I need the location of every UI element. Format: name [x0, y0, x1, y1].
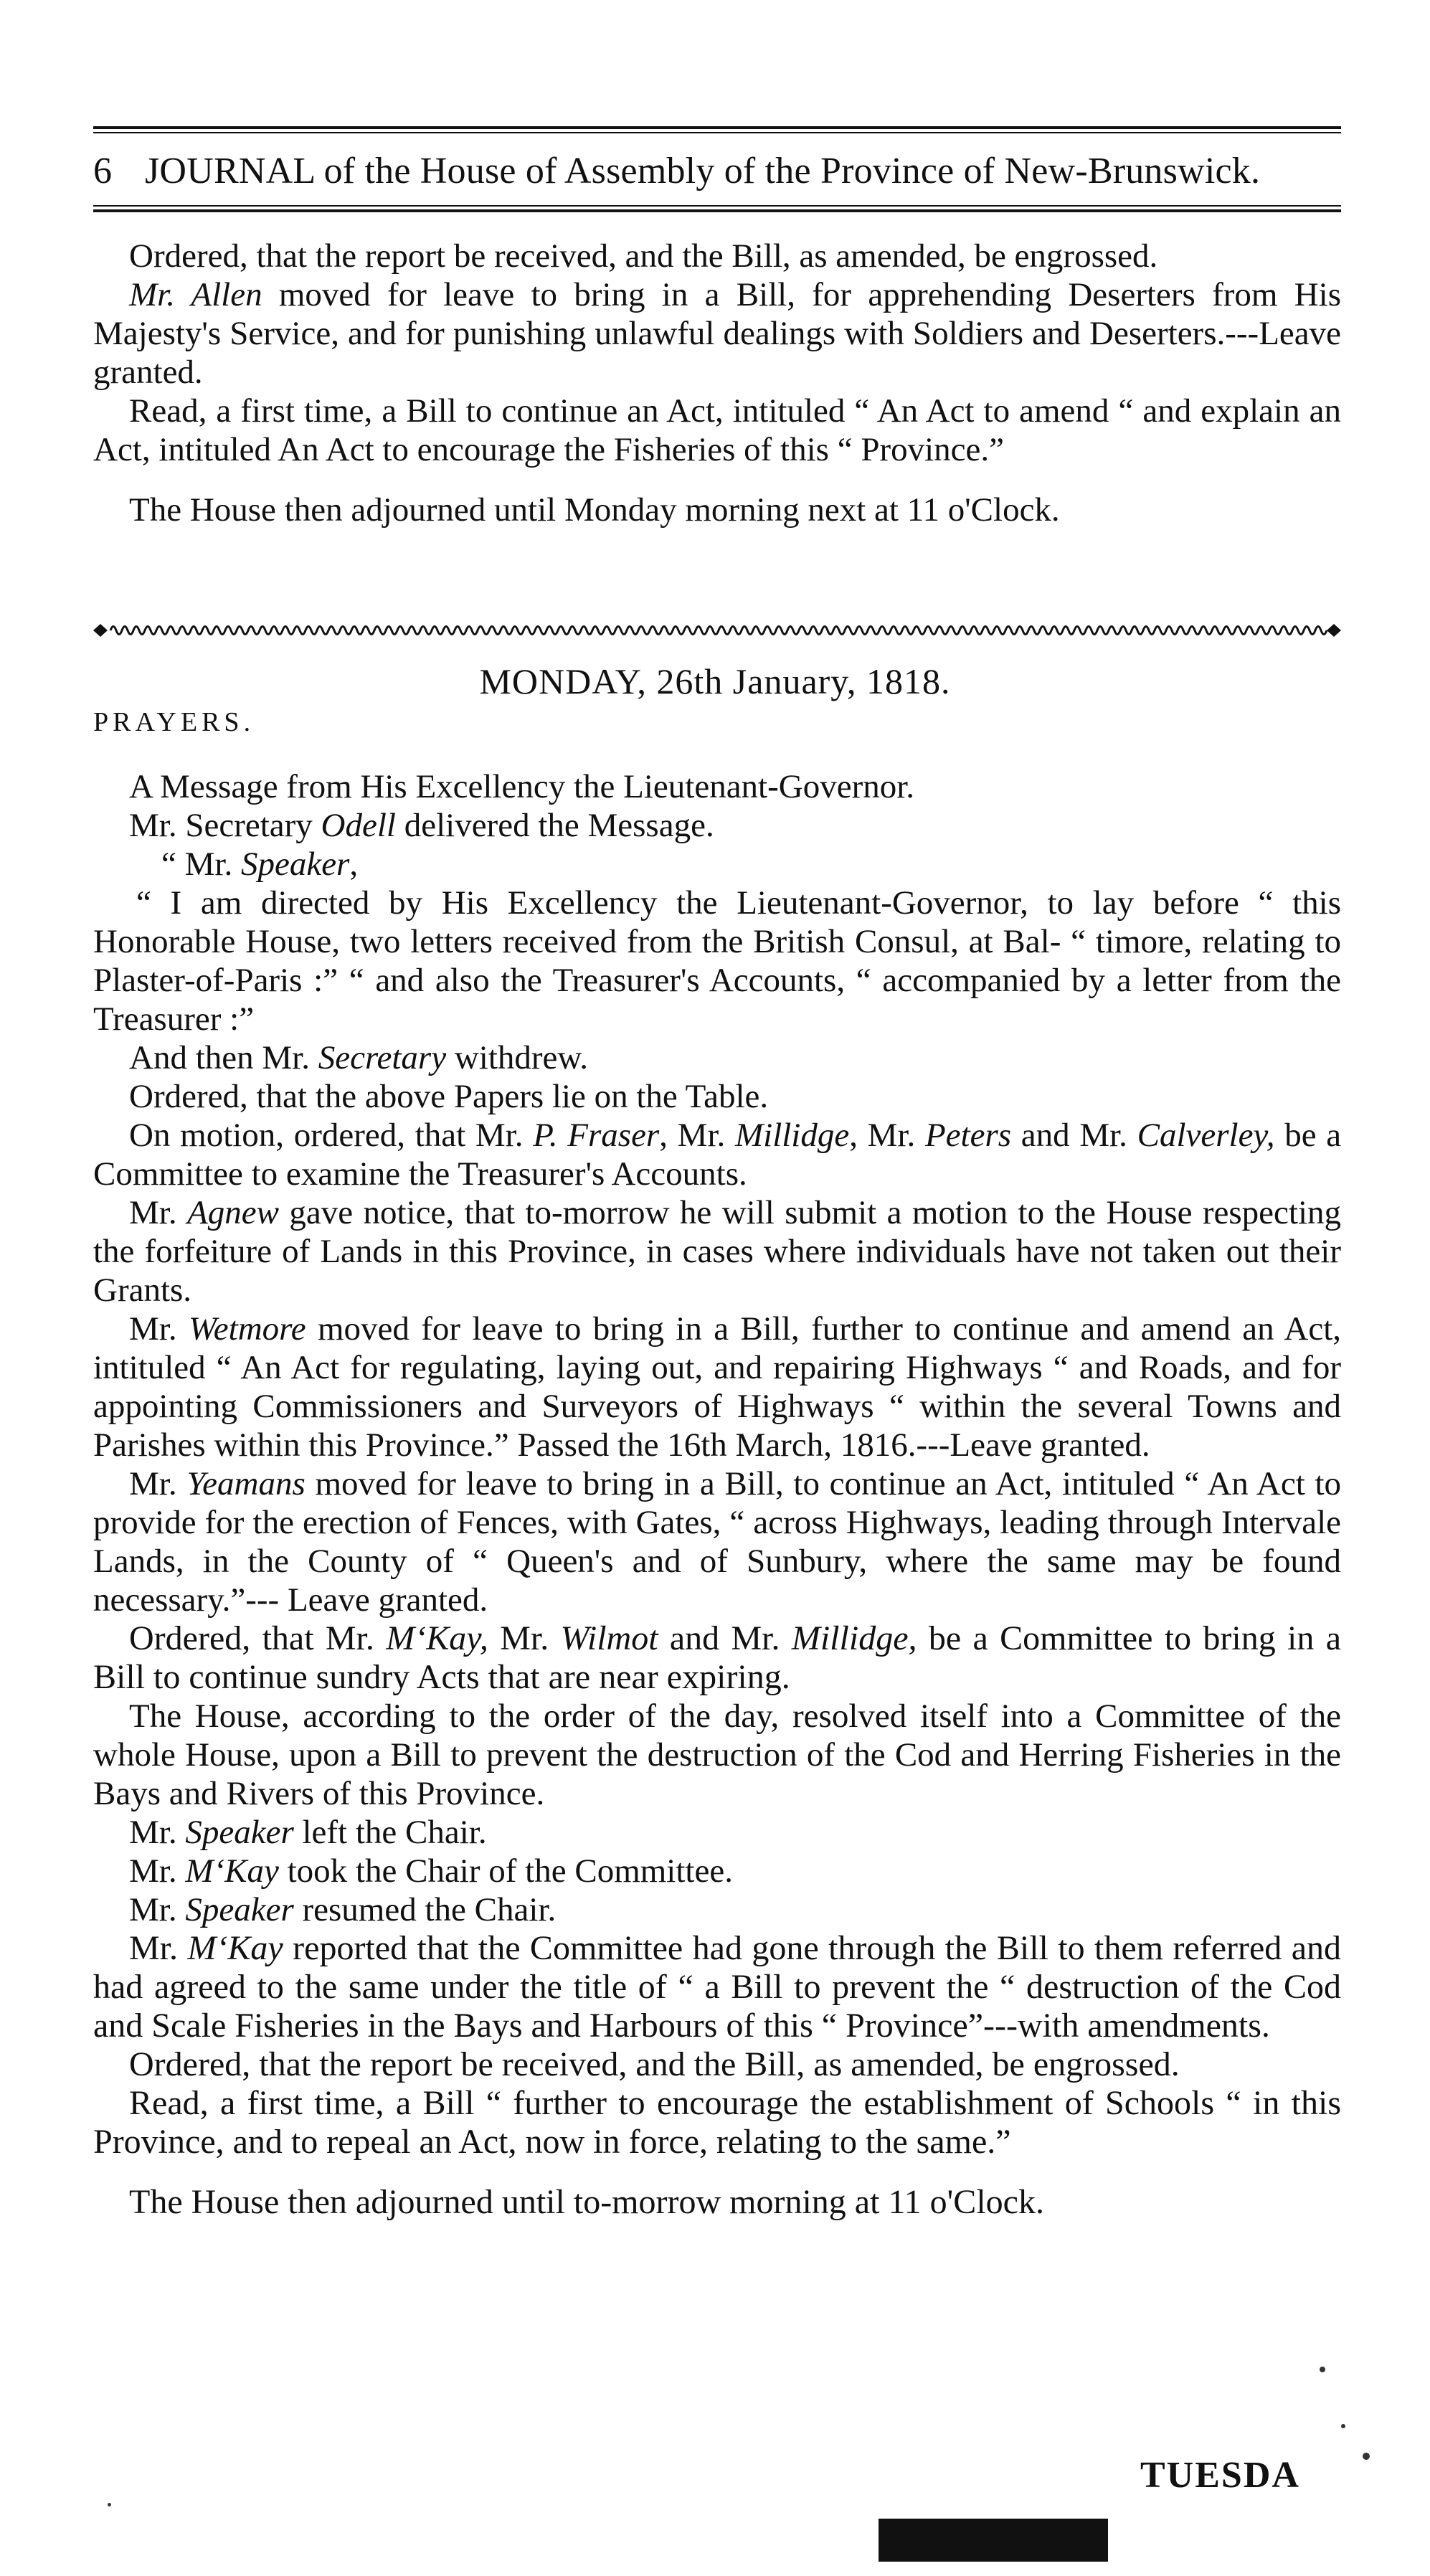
text: delivered the Message. — [404, 807, 714, 844]
paragraph-address — [93, 845, 1341, 884]
text: Mr. — [129, 1814, 177, 1851]
header-rule-top-thin — [93, 132, 1341, 133]
text: Mr. Secretary — [129, 807, 313, 844]
name-yeamans: Yeamans — [186, 1465, 306, 1502]
running-title: JOURNAL of the House of Assembly of the Province of New-Brunswick. — [145, 151, 1261, 191]
paragraph-adjourned-2: The House then adjourned until to-morrow morning at 11 o'Clock. — [129, 2183, 1044, 2221]
paragraph-house-committee: The House, according to the order of the day, resolved itself into a Committee of the whole House, upon a Bill to prevent the destruction of the Cod and Herring Fisheries in the Bays and Rivers of this Province. — [93, 1697, 1341, 1812]
catchword: TUESDA — [1140, 2455, 1300, 2496]
text: Mr. — [129, 1852, 177, 1890]
text: and Mr. — [669, 1619, 780, 1657]
ink-blot — [879, 2519, 1108, 2562]
paragraph-withdrew — [93, 1038, 1341, 1077]
paragraph-odell — [93, 806, 1341, 845]
text: And then Mr. — [129, 1039, 310, 1076]
page-number: 6 — [93, 151, 112, 191]
paragraph-wetmore — [93, 1310, 1341, 1464]
paragraph-yeamans — [93, 1464, 1341, 1619]
name-millidge: Millidge, — [791, 1619, 917, 1657]
header-rule-bottom-thin — [93, 205, 1341, 207]
text: Mr. — [500, 1619, 549, 1657]
name-speaker: Speaker — [240, 846, 350, 883]
text: took the Chair of the Committee. — [287, 1852, 733, 1890]
section-2 — [93, 767, 1341, 2222]
date-heading: MONDAY, 26th January, 1818. — [479, 661, 951, 701]
name-mkay: M‘Kay — [185, 1852, 279, 1890]
page-header — [93, 139, 1341, 204]
paragraph-fisheries-bill: Read, a first time, a Bill to continue an Act, intituled “ An Act to amend “ and explain an Act, intituled An Act to encourage the Fisheries of this “ Province.” — [93, 392, 1341, 468]
spacer — [93, 2161, 1341, 2183]
paragraph-quote: “ I am directed by His Excellency the Lieutenant-Governor, to lay before “ this Honorable House, two letters received from the British Consul, at Bal- “ timore, relating to Plaster-of-Paris :” “ and also the Treasurer's Accounts, “ accompanied by a letter from the Treasurer :” — [93, 884, 1341, 1038]
name-mkay: M‘Kay, — [386, 1619, 488, 1657]
text: , Mr. — [849, 1117, 916, 1154]
name-peters: Peters — [924, 1117, 1012, 1154]
paragraph-resumed-chair — [93, 1890, 1341, 1929]
paragraph-deserters — [93, 275, 1341, 392]
name-allen: Mr. Allen — [129, 276, 262, 313]
paragraph-ordered-report-2: Ordered, that the report be received, and the Bill, as amended, be engrossed. — [129, 2045, 1180, 2083]
name-speaker: Speaker — [185, 1891, 294, 1928]
text: withdrew. — [454, 1039, 589, 1076]
paragraph-ordered-report: Ordered, that the report be received, and the Bill, as amended, be engrossed. — [129, 237, 1158, 275]
paragraph-agnew — [93, 1193, 1341, 1310]
text: , Mr. — [659, 1117, 726, 1154]
paragraph-committee — [93, 1116, 1341, 1193]
text: and Mr. — [1021, 1117, 1127, 1154]
text: moved for leave to bring in a Bill, to continue an Act, intituled “ An Act to provide for the erection of Fences, with Gates, “ across Highways, leading through Intervale Lands, in the County of “ Queen's and of Sunbury, where the same may be found necessary.”--- Leave granted. — [93, 1465, 1342, 1619]
header-rule-bottom — [93, 209, 1341, 212]
name-wilmot: Wilmot — [560, 1619, 658, 1657]
section-1 — [93, 237, 1341, 529]
text: left the Chair. — [302, 1814, 487, 1851]
paragraph-adjourned: The House then adjourned until Monday morning next at 11 o'Clock. — [129, 491, 1060, 529]
text: gave notice, that to-morrow he will submit a motion to the House respecting the forfeiture of Lands in this Province, in cases where individuals have not taken out their Grants. — [93, 1194, 1342, 1309]
paragraph-mkay-committee — [93, 1619, 1341, 1697]
text: Mr. — [129, 1194, 177, 1231]
name-millidge: Millidge — [734, 1117, 850, 1154]
text: reported that the Committee had gone through the Bill to them referred and had agreed to the same under the title of “ a Bill to prevent the “ destruction of the Cod and Scale Fisheries in the Bays and Harbours of this “ Province”---with amendments. — [93, 1929, 1342, 2045]
text: Mr. — [129, 1310, 177, 1348]
speck — [108, 2503, 111, 2506]
text: On motion, ordered, that Mr. — [129, 1117, 524, 1154]
name-fraser: P. Fraser — [533, 1117, 660, 1154]
text: “ Mr. — [161, 846, 233, 883]
prayers-label: PRAYERS. — [93, 707, 255, 737]
text: Ordered, that Mr. — [129, 1619, 374, 1657]
ornamental-rule — [93, 618, 1341, 643]
speck — [1363, 2453, 1370, 2460]
text: , — [349, 846, 359, 883]
paragraph-text: moved for leave to bring in a Bill, for apprehending Deserters from His Majesty's Service, and for punishing unlawful dealings with Soldiers and Deserters.---Leave granted. — [93, 276, 1342, 391]
spacer — [93, 469, 1341, 491]
paragraph-reported — [93, 1929, 1341, 2045]
name-odell: Odell — [321, 807, 396, 844]
paragraph-papers: Ordered, that the above Papers lie on the Table. — [129, 1078, 769, 1115]
text: be a Committee to examine the Treasurer's Accounts. — [93, 1117, 1342, 1193]
name-agnew: Agnew — [187, 1194, 279, 1231]
speck — [1320, 2367, 1325, 2372]
text: Mr. — [129, 1929, 179, 1967]
text: resumed the Chair. — [302, 1891, 557, 1928]
paragraph-left-chair — [93, 1813, 1341, 1852]
text: moved for leave to bring in a Bill, further to continue and amend an Act, intituled “ An Act for regulating, laying out, and repairing Highways “ and Roads, and for appointing Commissioners and Surveyors of Highways “ within the several Towns and Parishes within this Province.” Passed the 16th March, 1816.---Leave granted. — [93, 1310, 1341, 1464]
paragraph-message: A Message from His Excellency the Lieutenant-Governor. — [129, 768, 915, 805]
name-wetmore: Wetmore — [188, 1310, 306, 1348]
header-rule-top — [93, 126, 1341, 129]
name-mkay: M‘Kay — [187, 1929, 283, 1967]
name-calverley: Calverley, — [1137, 1117, 1275, 1154]
speck — [1341, 2424, 1345, 2428]
text: Mr. — [129, 1891, 177, 1928]
text: Mr. — [129, 1465, 177, 1502]
text: be a Committee to bring in a Bill to continue sundry Acts that are near expiring. — [93, 1619, 1342, 1696]
paragraph-took-chair — [93, 1852, 1341, 1890]
paragraph-schools: Read, a first time, a Bill “ further to encourage the establishment of Schools “ in this Province, and to repeal an Act, now in force, relating to the same.” — [93, 2084, 1341, 2161]
name-speaker: Speaker — [185, 1814, 294, 1851]
name-secretary: Secretary — [318, 1039, 447, 1076]
